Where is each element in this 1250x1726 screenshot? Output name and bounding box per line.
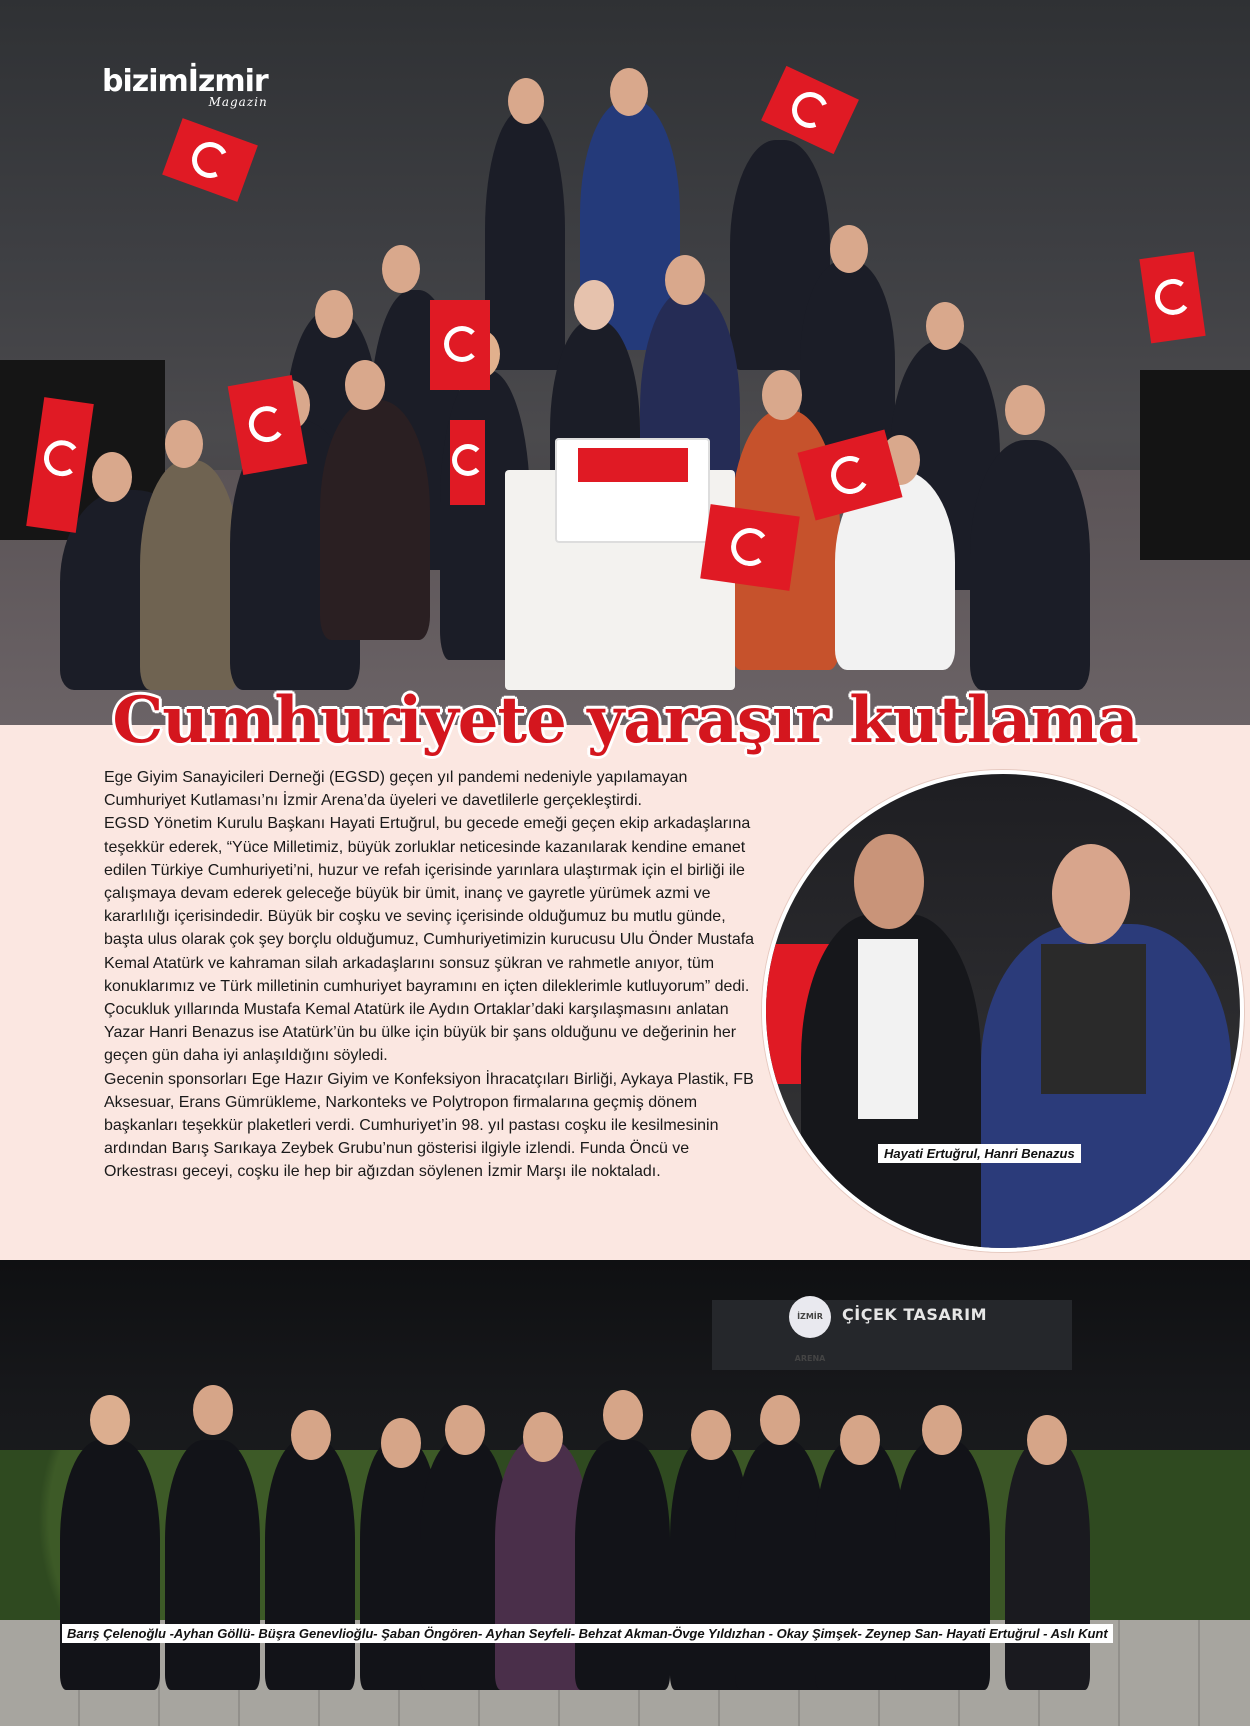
person-head (1027, 1415, 1067, 1465)
turkish-flag (700, 504, 800, 591)
person-head (315, 290, 353, 338)
venue-sign-text: ÇİÇEK TASARIM (842, 1305, 987, 1324)
portrait-caption: Hayati Ertuğrul, Hanri Benazus (878, 1144, 1081, 1163)
logo-subtitle: Magazin (208, 95, 268, 109)
group-photo (0, 1260, 1250, 1726)
person (165, 1440, 260, 1690)
person (575, 1440, 670, 1690)
person-head (382, 245, 420, 293)
person (735, 1440, 825, 1690)
person-head (574, 280, 614, 330)
article-paragraph: EGSD Yönetim Kurulu Başkanı Hayati Ertuğrul, bu gecede emeği geçen ekip arkadaşlarına teşekkür ederek, “Yüce Milletimiz, büyük zorluklar neticesinde kazanılarak kendine emanet edilen Türkiye Cumhuriyeti’ni, huzur ve refah içerisinde yarınlara ulaştırmak için el birliği ile çalışmaya devam ederek geleceğe büyük bir ümit, inanç ve gayretle yürümek azmi ve kararlılığı içerisindedir. Büyük bir coşku ve sevinç içerisinde olduğumuz bu mutlu günde, başta ulus olarak çok şey borçlu olduğumuz, Cumhuriyetimizin kurucusu Ulu Önder Mustafa Kemal Atatürk ve kahraman silah arkadaşlarını sonsuz şükran ve rahmetle anıyor, tüm konuklarımız ve Türk milletinin cumhuriyet bayramını en içten dileklerimle kutluyorum” dedi. (104, 815, 755, 995)
person (140, 460, 240, 690)
article-paragraph: Gecenin sponsorları Ege Hazır Giyim ve Konfeksiyon İhracatçıları Birliği, Aykaya Plastik, FB Aksesuar, Erans Gümrükleme, Narkonteks ve Polytropon firmalarına geçmiş dönem başkanları teşekkür plaketleri verdi. Cumhuriyet’in 98. yıl pastası coşku ile kesilmesinin ardından Barış Sarıkaya Zeybek Grubu’nun gösterisi ilgiyle izlendi. Funda Öncü ve Orkestrası geceyi, coşku ile hep bir ağızdan söylenen İzmir Marşı ile noktaladı. (104, 1070, 754, 1181)
person-left-head (854, 834, 924, 929)
person-head (523, 1412, 563, 1462)
turkish-flag (1139, 252, 1205, 344)
main-event-photo (0, 0, 1250, 725)
person (815, 1440, 905, 1690)
person (320, 400, 430, 640)
logo-text: bizimİzmir (102, 64, 268, 99)
person-head (762, 370, 802, 420)
person-head (840, 1415, 880, 1465)
person-right-head (1052, 844, 1130, 944)
person (485, 110, 565, 370)
person-head (1005, 385, 1045, 435)
article-body (104, 766, 764, 1184)
group-photo-caption: Barış Çelenoğlu -Ayhan Göllü- Büşra Genevlioğlu- Şaban Öngören- Ayhan Seyfeli- Behzat Akman-Övge Yıldızhan - Okay Şimşek- Zeynep San- Hayati Ertuğrul - Aslı Kunt (62, 1624, 1113, 1643)
person (895, 1440, 990, 1690)
arena-logo: İZMİR ARENA (789, 1296, 831, 1338)
person-left-shirt (858, 939, 918, 1119)
magazine-logo (102, 64, 268, 109)
person-head (922, 1405, 962, 1455)
person (265, 1440, 355, 1690)
person-head (508, 78, 544, 124)
person-head (92, 452, 132, 502)
person (970, 440, 1090, 690)
person (1005, 1440, 1090, 1690)
person-head (345, 360, 385, 410)
person-right-sweater (1041, 944, 1146, 1094)
portrait-photo-circle (762, 770, 1244, 1252)
person-head (291, 1410, 331, 1460)
cake-flag-decoration (578, 448, 688, 482)
person-head (610, 68, 648, 116)
person-head (165, 420, 203, 468)
turkish-flag (450, 420, 485, 505)
article-paragraph: Ege Giyim Sanayicileri Derneği (EGSD) geçen yıl pandemi nedeniyle yapılamayan Cumhuriyet Kutlaması’nı İzmir Arena’da üyeleri ve davetlilerle gerçekleştirdi. (104, 769, 688, 810)
person-head (381, 1418, 421, 1468)
person-head (830, 225, 868, 273)
article-paragraph: Çocukluk yıllarında Mustafa Kemal Atatürk ile Aydın Ortaklar’daki karşılaşmasını anlatan Yazar Hanri Benazus ise Atatürk’ün bu ülke için büyük bir şans olduğunu ve değerinin her geçen gün daha iyi anlaşıldığını söyledi. (104, 1001, 737, 1065)
person-head (603, 1390, 643, 1440)
person-head (926, 302, 964, 350)
person-head (193, 1385, 233, 1435)
person-head (90, 1395, 130, 1445)
person-head (691, 1410, 731, 1460)
turkish-flag (430, 300, 490, 390)
person (60, 1440, 160, 1690)
person-head (760, 1395, 800, 1445)
page-title: Cumhuriyete yaraşır kutlama (112, 683, 1138, 758)
person-head (665, 255, 705, 305)
person-head (445, 1405, 485, 1455)
